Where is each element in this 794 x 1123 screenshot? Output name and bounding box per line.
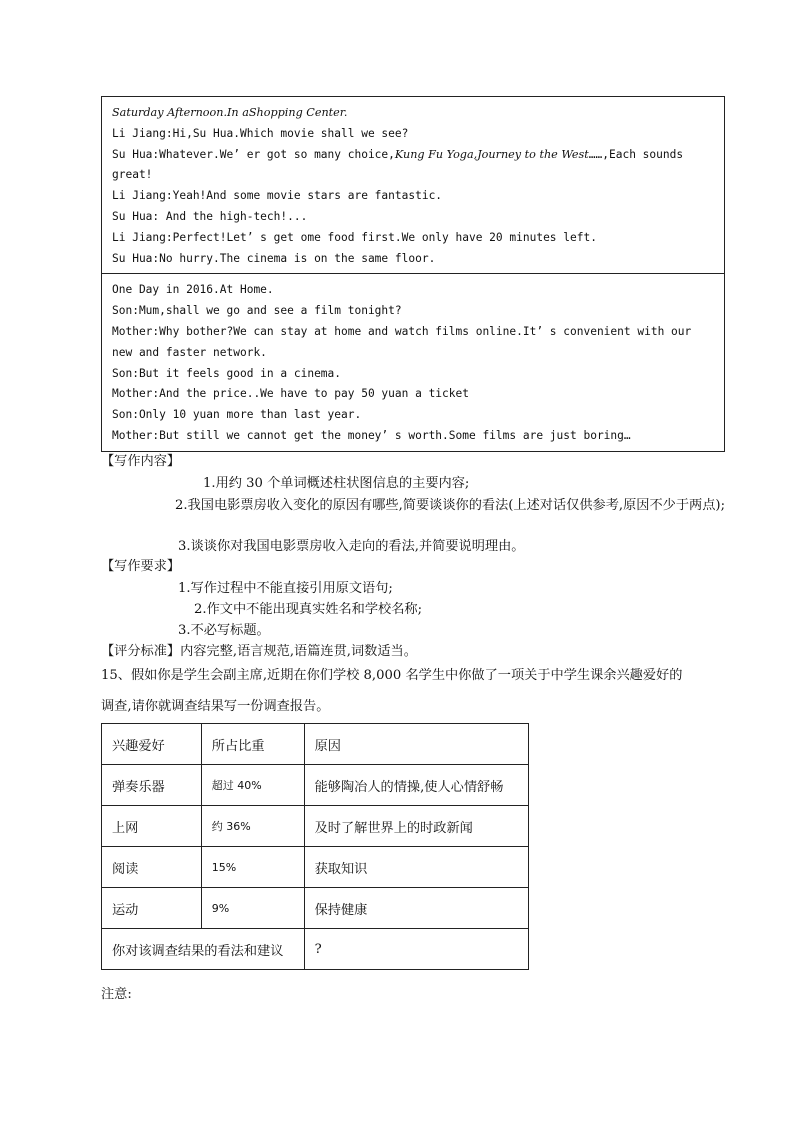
dialogue-line xyxy=(112,145,714,187)
dialogue-line: Mother:Why bother?We can stay at home and watch films online.It’ s convenient with our new and faster network. xyxy=(112,324,698,359)
movie-titles: Kung Fu Yoga,Journey to the West xyxy=(394,147,589,161)
writing-content-heading: 【写作内容】 xyxy=(101,454,181,469)
table-header-cell: 兴趣爱好 xyxy=(102,724,202,765)
table-footer-row xyxy=(102,929,529,970)
writing-requirement-3: 3.不必写标题。 xyxy=(178,623,270,638)
dialogue-line: Mother:But still we cannot get the money’ s worth.Some films are just boring… xyxy=(112,428,631,442)
table-cell: 及时了解世界上的时政新闻 xyxy=(304,806,528,847)
table-cell: 弹奏乐器 xyxy=(102,765,202,806)
table-cell: 9% xyxy=(201,888,304,929)
dialogue-at-home xyxy=(102,273,724,450)
table-row xyxy=(102,888,529,929)
dialogue-line: Son:But it feels good in a cinema. xyxy=(112,366,342,380)
table-header-cell: 原因 xyxy=(304,724,528,765)
dialogue-line: Son:Only 10 yuan more than last year. xyxy=(112,408,362,422)
table-cell: 获取知识 xyxy=(304,847,528,888)
grading-heading: 【评分标准】 xyxy=(101,644,181,659)
table-cell: 超过 40% xyxy=(201,765,304,806)
question-15-line-2: 调查,请你就调查结果写一份调查报告。 xyxy=(101,699,330,714)
table-cell: 运动 xyxy=(102,888,202,929)
opinion-label-cell: 你对该调查结果的看法和建议 xyxy=(102,929,305,970)
dialogue-line: Su Hua:No hurry.The cinema is on the same floor. xyxy=(112,251,436,265)
grading-criteria xyxy=(101,640,417,664)
opinion-value-cell: ? xyxy=(304,929,528,970)
dialogue-box xyxy=(101,96,725,452)
table-cell: 15% xyxy=(201,847,304,888)
dialogue-line: Li Jiang:Yeah!And some movie stars are fantastic. xyxy=(112,189,443,203)
table-cell: 保持健康 xyxy=(304,888,528,929)
writing-requirement-1: 1.写作过程中不能直接引用原文语句; xyxy=(178,581,393,596)
table-row xyxy=(102,806,529,847)
dialogue-line xyxy=(112,103,714,124)
writing-requirement-2: 2.作文中不能出现真实姓名和学校名称; xyxy=(194,602,423,617)
table-row xyxy=(102,765,529,806)
dialogue-line: Li Jiang:Perfect!Let’ s get ome food first.We only have 20 minutes left. xyxy=(112,230,597,244)
writing-content-item-3: 3.谈谈你对我国电影票房收入走向的看法,并简要说明理由。 xyxy=(178,539,525,554)
table-header-cell: 所占比重 xyxy=(201,724,304,765)
writing-requirements-heading: 【写作要求】 xyxy=(101,559,181,574)
table-cell: 上网 xyxy=(102,806,202,847)
dialogue-text: ……,Each sounds great! xyxy=(112,147,690,182)
dialogue-line: Su Hua: And the high-tech!... xyxy=(112,209,308,223)
table-header-row xyxy=(102,724,529,765)
dialogue-shopping-center xyxy=(102,97,724,273)
writing-content-item-1: 1.用约 30 个单词概述柱状图信息的主要内容; xyxy=(203,476,470,491)
table-cell: 阅读 xyxy=(102,847,202,888)
question-15-line-1: 15、假如你是学生会副主席,近期在你们学校 8,000 名学生中你做了一项关于中学生课余兴趣爱好的 xyxy=(101,668,683,683)
dialogue-text: Su Hua:Whatever.We’ er got so many choice, xyxy=(112,147,395,161)
note-label: 注意: xyxy=(101,987,132,1002)
writing-content-item-2: 2.我国电影票房收入变化的原因有哪些,简要谈谈你的看法(上述对话仅供参考,原因不少于两点); xyxy=(175,498,726,513)
scene-heading: Saturday Afternoon.In aShopping Center. xyxy=(112,106,348,119)
dialogue-line: Son:Mum,shall we go and see a film tonight? xyxy=(112,304,402,318)
table-cell: 能够陶冶人的情操,使人心情舒畅 xyxy=(304,765,528,806)
dialogue-line: One Day in 2016.At Home. xyxy=(112,283,274,297)
grading-text: 内容完整,语言规范,语篇连贯,词数适当。 xyxy=(180,644,417,659)
dialogue-line: Li Jiang:Hi,Su Hua.Which movie shall we see? xyxy=(112,126,409,140)
table-cell: 约 36% xyxy=(201,806,304,847)
dialogue-line: Mother:And the price..We have to pay 50 yuan a ticket xyxy=(112,387,469,401)
survey-table xyxy=(101,723,529,970)
table-row xyxy=(102,847,529,888)
